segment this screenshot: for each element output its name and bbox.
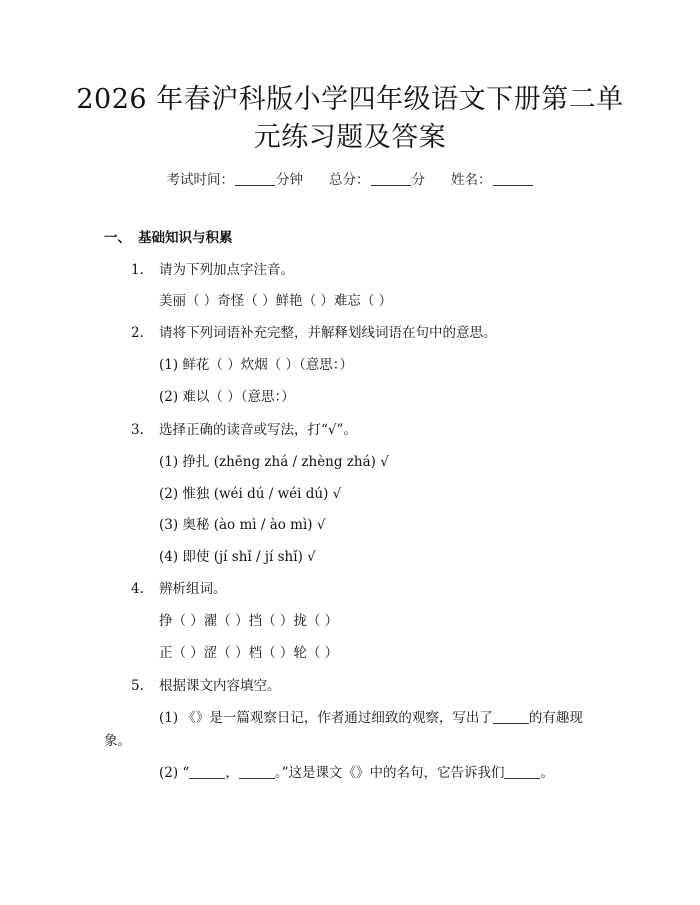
question-2-item-1: (1) 鲜花（ ）炊烟（ ）（意思：）	[159, 357, 353, 373]
question-1	[131, 261, 294, 280]
question-text: 辨析组词。	[159, 581, 227, 597]
answer-blank[interactable]	[189, 766, 225, 779]
section-title: 基础知识与积累	[138, 230, 233, 246]
page-title-line-2: 元练习题及答案	[253, 122, 447, 153]
question-number: 3.	[131, 422, 144, 438]
question-4-line-2: 正（ ）涩（ ）档（ ）轮（ ）	[159, 645, 339, 661]
question-2-item-2: (2) 难以（ ）（意思：）	[159, 389, 295, 405]
question-3-item-4: (4) 即使 (jí shǐ / jí shǐ) √	[159, 549, 316, 565]
score-unit: 分	[411, 172, 425, 188]
time-label: 考试时间：	[166, 172, 234, 188]
score-label: 总分：	[329, 172, 370, 188]
score-blank	[371, 173, 411, 186]
time-unit: 分钟	[276, 172, 303, 188]
question-number: 2.	[131, 325, 144, 341]
name-label: 姓名：	[451, 172, 492, 188]
question-text: 选择正确的读音或写法，打“√”。	[159, 422, 357, 438]
name-blank	[493, 173, 533, 186]
page-title-line-1: 2026 年春沪科版小学四年级语文下册第二单	[76, 84, 624, 115]
question-5-item-1: (1) 《》是一篇观察日记，作者通过细致的观察，写出了 的有趣现	[159, 710, 583, 726]
question-number: 1.	[131, 262, 144, 278]
question-2	[131, 324, 497, 343]
time-blank	[235, 173, 275, 186]
question-number: 5.	[131, 678, 144, 694]
question-5-item-1-continued: 象。	[104, 733, 131, 749]
exam-meta	[0, 168, 700, 188]
question-text: 请将下列词语补充完整，并解释划线词语在句中的意思。	[159, 325, 497, 341]
section-heading	[104, 229, 233, 248]
question-5	[131, 677, 281, 696]
question-1-line: 美丽（ ）奇怪（ ）鲜艳（ ）难忘（ ）	[159, 293, 393, 309]
question-3-item-3: (3) 奥秘 (ào mì / ào mì) √	[159, 517, 326, 533]
question-text: 请为下列加点字注音。	[159, 262, 294, 278]
question-5-item-2: (2) “ ， 。”这是课文《》中的名句，它告诉我们 。	[159, 765, 554, 781]
question-text: 根据课文内容填空。	[159, 678, 281, 694]
answer-blank[interactable]	[493, 711, 529, 724]
answer-blank[interactable]	[504, 766, 540, 779]
question-4	[131, 580, 227, 599]
section-number: 一、	[104, 230, 131, 246]
answer-blank[interactable]	[239, 766, 275, 779]
question-3	[131, 421, 357, 440]
question-number: 4.	[131, 581, 144, 597]
question-4-line-1: 挣（ ）濯（ ）挡（ ）拢（ ）	[159, 613, 339, 629]
question-3-item-2: (2) 惟独 (wéi dú / wéi dú) √	[159, 486, 342, 502]
question-3-item-1: (1) 挣扎 (zhēng zhá / zhèng zhá) √	[159, 454, 389, 470]
